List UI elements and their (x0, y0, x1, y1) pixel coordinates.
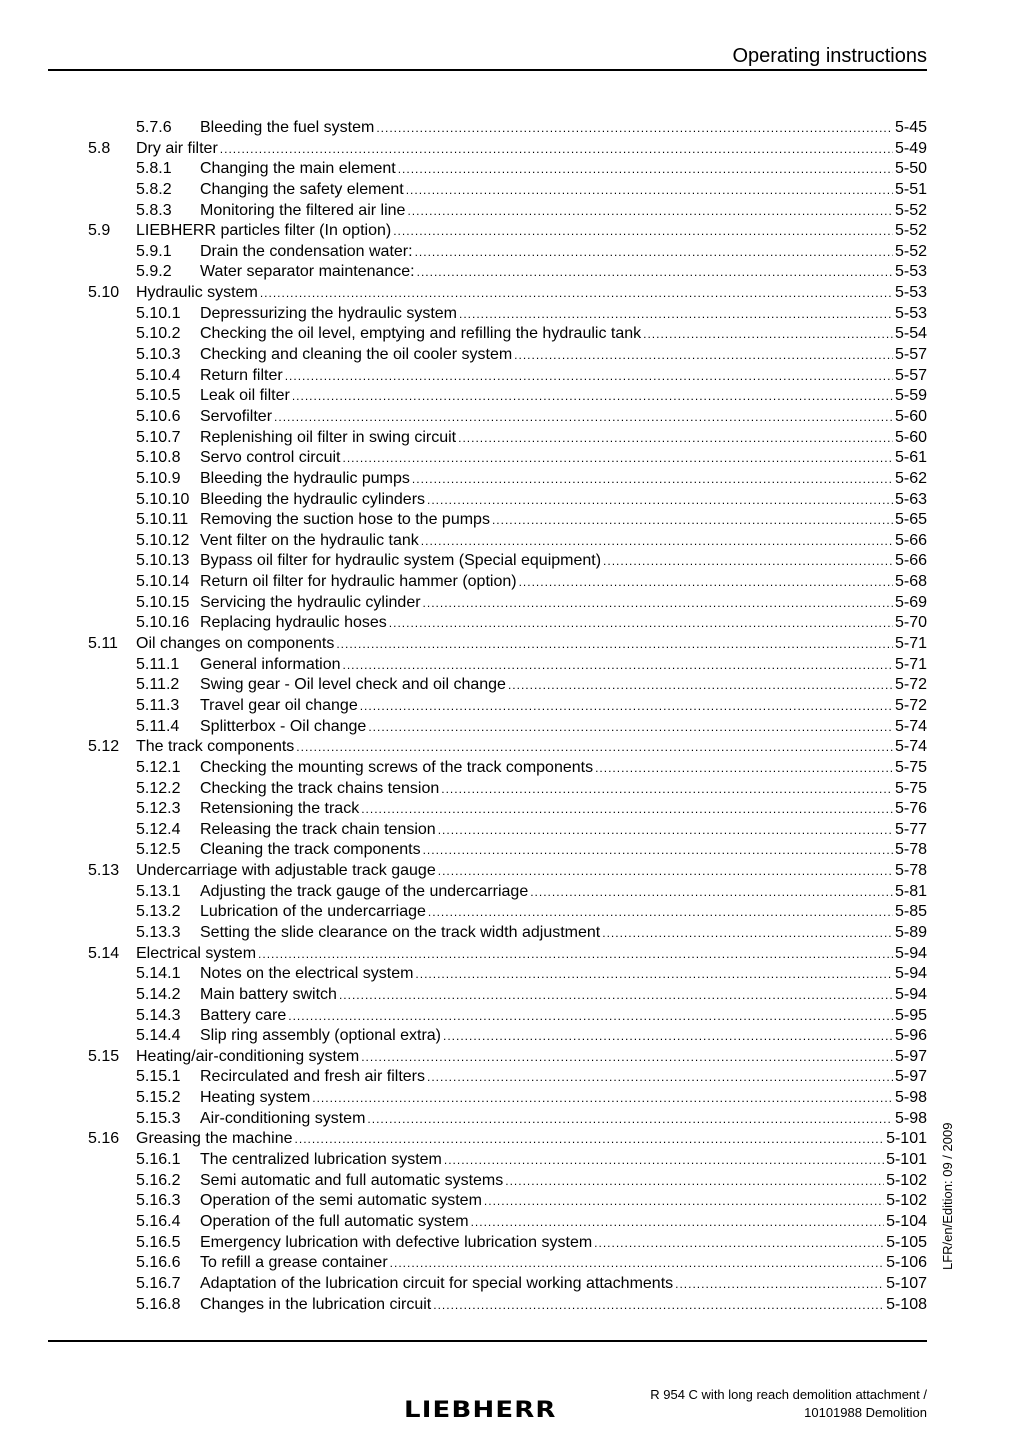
toc-title: Notes on the electrical system (200, 965, 414, 983)
toc-subentry[interactable] (88, 1191, 927, 1212)
toc-page-number: 5-96 (894, 1027, 927, 1045)
toc-subentry[interactable] (88, 799, 927, 820)
toc-title: Changing the safety element (200, 180, 404, 198)
toc-leader-dots (428, 902, 893, 923)
toc-leader-dots (459, 304, 893, 325)
toc-subentry[interactable] (88, 655, 927, 676)
toc-leader-dots (603, 551, 893, 572)
toc-number: 5.14.2 (136, 985, 181, 1003)
toc-leader-dots (296, 737, 893, 758)
toc-page-number: 5-98 (894, 1109, 927, 1127)
toc-page-number: 5-94 (894, 985, 927, 1003)
toc-title: Hydraulic system (136, 284, 258, 302)
toc-title: Recirculated and fresh air filters (200, 1068, 425, 1086)
toc-page-number: 5-75 (894, 779, 927, 797)
toc-leader-dots (423, 593, 893, 614)
toc-leader-dots (361, 799, 893, 820)
toc-number: 5.8.2 (136, 180, 172, 198)
toc-title: Replacing hydraulic hoses (200, 614, 387, 632)
toc-number: 5.15.1 (136, 1068, 181, 1086)
toc-title: The track components (136, 738, 295, 756)
toc-subentry[interactable] (88, 840, 927, 861)
toc-leader-dots (343, 448, 893, 469)
toc-number: 5.11.3 (136, 696, 180, 714)
toc-number: 5.16.2 (136, 1171, 181, 1189)
toc-entry[interactable] (88, 634, 927, 655)
toc-leader-dots (288, 1006, 893, 1027)
toc-number: 5.10.10 (136, 490, 190, 508)
toc-number: 5.9 (88, 222, 111, 240)
toc-page-number: 5-60 (894, 407, 927, 425)
toc-page-number: 5-106 (886, 1254, 927, 1272)
toc-leader-dots (421, 531, 893, 552)
toc-page-number: 5-81 (894, 882, 927, 900)
toc-title: Water separator maintenance: (200, 263, 415, 281)
toc-leader-dots (438, 820, 893, 841)
toc-number: 5.12.4 (136, 820, 181, 838)
toc-title: Adaptation of the lubrication circuit for special working attachments (200, 1274, 674, 1292)
toc-page-number: 5-45 (894, 119, 927, 136)
toc-leader-dots (376, 118, 893, 139)
toc-page-number: 5-101 (886, 1151, 927, 1169)
toc-subentry[interactable] (88, 180, 927, 201)
toc-number: 5.11.1 (136, 655, 180, 673)
toc-title: Depressurizing the hydraulic system (200, 304, 457, 322)
toc-page-number: 5-72 (894, 676, 927, 694)
toc-title: Lubrication of the undercarriage (200, 903, 426, 921)
toc-number: 5.10.15 (136, 593, 190, 611)
toc-number: 5.10 (88, 284, 120, 302)
toc-leader-dots (343, 655, 893, 676)
toc-leader-dots (368, 717, 893, 738)
toc-subentry[interactable] (88, 118, 927, 139)
header-rule (48, 69, 927, 71)
toc-leader-dots (508, 675, 893, 696)
toc-subentry[interactable] (88, 717, 927, 738)
toc-number: 5.12.3 (136, 800, 181, 818)
toc-leader-dots (444, 1150, 884, 1171)
toc-leader-dots (423, 840, 893, 861)
toc-title: Checking the mounting screws of the track components (200, 758, 594, 776)
toc-subentry[interactable] (88, 923, 927, 944)
toc-number: 5.11 (88, 635, 118, 653)
toc-page-number: 5-52 (894, 222, 927, 240)
toc-page-number: 5-97 (894, 1047, 927, 1065)
toc-number: 5.10.13 (136, 552, 190, 570)
toc-number: 5.10.12 (136, 531, 190, 549)
toc-subentry[interactable] (88, 779, 927, 800)
toc-number: 5.8.3 (136, 201, 172, 219)
toc-subentry[interactable] (88, 324, 927, 345)
toc-page-number: 5-52 (894, 201, 927, 219)
toc-leader-dots (407, 201, 893, 222)
toc-title: Operation of the semi automatic system (200, 1192, 482, 1210)
toc-subentry[interactable] (88, 675, 927, 696)
toc-page-number: 5-104 (886, 1212, 927, 1230)
toc-title: Bleeding the fuel system (200, 119, 375, 136)
toc-page-number: 5-74 (894, 717, 927, 735)
toc-page-number: 5-59 (894, 387, 927, 405)
edition-label: LFR/en/Edition: 09 / 2009 (940, 1122, 955, 1270)
toc-title: Return oil filter for hydraulic hammer (option) (200, 573, 517, 591)
toc-subentry[interactable] (88, 201, 927, 222)
toc-number: 5.11.2 (136, 676, 180, 694)
toc-number: 5.12.2 (136, 779, 181, 797)
toc-title: To refill a grease container (200, 1254, 388, 1272)
toc-subentry[interactable] (88, 262, 927, 283)
toc-title: Semi automatic and full automatic systems (200, 1171, 504, 1189)
toc-page-number: 5-51 (894, 180, 927, 198)
toc-entry[interactable] (88, 737, 927, 758)
toc-title: General information (200, 655, 341, 673)
toc-leader-dots (530, 882, 893, 903)
toc-leader-dots (406, 180, 893, 201)
toc-leader-dots (360, 696, 893, 717)
toc-entry[interactable] (88, 944, 927, 965)
toc-subentry[interactable] (88, 551, 927, 572)
toc-number: 5.10.8 (136, 449, 181, 467)
toc-subentry[interactable] (88, 1026, 927, 1047)
toc-page-number: 5-108 (886, 1295, 927, 1313)
footer-line-2: 10101988 Demolition (804, 1405, 927, 1420)
toc-number: 5.12 (88, 738, 120, 756)
toc-number: 5.15.2 (136, 1089, 181, 1107)
toc-leader-dots (458, 428, 893, 449)
toc-leader-dots (274, 407, 893, 428)
toc-title: Checking and cleaning the oil cooler system (200, 346, 513, 364)
toc-title: Adjusting the track gauge of the undercarriage (200, 882, 529, 900)
toc-title: Swing gear - Oil level check and oil change (200, 676, 506, 694)
toc-leader-dots (594, 1233, 884, 1254)
toc-page-number: 5-66 (894, 531, 927, 549)
toc-title: Drain the condensation water: (200, 242, 413, 260)
toc-subentry[interactable] (88, 882, 927, 903)
toc-title: The centralized lubrication system (200, 1151, 442, 1169)
toc-subentry[interactable] (88, 593, 927, 614)
toc-leader-dots (292, 386, 893, 407)
toc-entry[interactable] (88, 861, 927, 882)
toc-page-number: 5-49 (894, 139, 927, 157)
footer-document-info (650, 1386, 927, 1422)
toc-page-number: 5-66 (894, 552, 927, 570)
toc-number: 5.10.3 (136, 346, 181, 364)
toc-page-number: 5-85 (894, 903, 927, 921)
toc-leader-dots (285, 366, 893, 387)
page-header-title: Operating instructions (732, 45, 927, 67)
toc-subentry[interactable] (88, 366, 927, 387)
toc-title: Checking the track chains tension (200, 779, 440, 797)
toc-number: 5.11.4 (136, 717, 180, 735)
toc-title: Dry air filter (136, 139, 218, 157)
toc-subentry[interactable] (88, 820, 927, 841)
toc-page-number: 5-75 (894, 758, 927, 776)
toc-number: 5.13.2 (136, 903, 181, 921)
toc-page-number: 5-52 (894, 242, 927, 260)
toc-title: Slip ring assembly (optional extra) (200, 1027, 441, 1045)
toc-leader-dots (339, 985, 893, 1006)
toc-number: 5.14 (88, 944, 120, 962)
toc-title: Greasing the machine (136, 1130, 293, 1148)
toc-leader-dots (441, 779, 893, 800)
toc-subentry[interactable] (88, 613, 927, 634)
toc-title: Splitterbox - Oil change (200, 717, 367, 735)
toc-title: LIEBHERR particles filter (In option) (136, 222, 392, 240)
table-of-contents (88, 118, 927, 1315)
toc-number: 5.10.16 (136, 614, 190, 632)
toc-subentry[interactable] (88, 531, 927, 552)
toc-title: Electrical system (136, 944, 257, 962)
toc-page-number: 5-57 (894, 346, 927, 364)
toc-page-number: 5-53 (894, 284, 927, 302)
toc-page-number: 5-102 (886, 1171, 927, 1189)
toc-page-number: 5-62 (894, 469, 927, 487)
toc-number: 5.16.3 (136, 1192, 181, 1210)
toc-title: Bleeding the hydraulic cylinders (200, 490, 426, 508)
liebherr-logo: LIEBHERR (404, 1398, 557, 1423)
toc-leader-dots (427, 490, 893, 511)
toc-leader-dots (471, 1212, 885, 1233)
toc-leader-dots (675, 1274, 884, 1295)
toc-page-number: 5-95 (894, 1006, 927, 1024)
toc-entry[interactable] (88, 221, 927, 242)
toc-title: Servofilter (200, 407, 273, 425)
toc-subentry[interactable] (88, 1253, 927, 1274)
toc-page-number: 5-94 (894, 944, 927, 962)
toc-title: Servo control circuit (200, 449, 341, 467)
toc-subentry[interactable] (88, 572, 927, 593)
toc-number: 5.10.14 (136, 573, 190, 591)
toc-leader-dots (312, 1088, 893, 1109)
toc-number: 5.16.6 (136, 1254, 181, 1272)
toc-number: 5.10.11 (136, 511, 189, 529)
toc-number: 5.15 (88, 1047, 120, 1065)
toc-number: 5.12.5 (136, 841, 181, 859)
toc-page-number: 5-60 (894, 428, 927, 446)
toc-number: 5.14.1 (136, 965, 181, 983)
toc-page-number: 5-102 (886, 1192, 927, 1210)
toc-subentry[interactable] (88, 159, 927, 180)
toc-subentry[interactable] (88, 758, 927, 779)
toc-number: 5.15.3 (136, 1109, 181, 1127)
toc-number: 5.14.3 (136, 1006, 181, 1024)
toc-title: Oil changes on components (136, 635, 335, 653)
toc-number: 5.8 (88, 139, 111, 157)
toc-title: Changing the main element (200, 160, 396, 178)
toc-leader-dots (336, 634, 893, 655)
toc-page-number: 5-77 (894, 820, 927, 838)
toc-page-number: 5-76 (894, 800, 927, 818)
toc-subentry[interactable] (88, 1150, 927, 1171)
toc-page-number: 5-50 (894, 160, 927, 178)
toc-number: 5.13 (88, 862, 120, 880)
toc-leader-dots (643, 324, 893, 345)
toc-entry[interactable] (88, 139, 927, 160)
toc-subentry[interactable] (88, 1067, 927, 1088)
toc-title: Servicing the hydraulic cylinder (200, 593, 421, 611)
toc-leader-dots (260, 283, 893, 304)
toc-page-number: 5-101 (886, 1130, 927, 1148)
toc-leader-dots (389, 613, 893, 634)
toc-leader-dots (519, 572, 893, 593)
toc-subentry[interactable] (88, 242, 927, 263)
toc-subentry[interactable] (88, 985, 927, 1006)
toc-entry[interactable] (88, 1047, 927, 1068)
toc-page-number: 5-98 (894, 1089, 927, 1107)
toc-subentry[interactable] (88, 1233, 927, 1254)
toc-title: Operation of the full automatic system (200, 1212, 469, 1230)
toc-leader-dots (427, 1067, 893, 1088)
toc-entry[interactable] (88, 1129, 927, 1150)
toc-title: Heating system (200, 1089, 311, 1107)
toc-number: 5.14.4 (136, 1027, 181, 1045)
toc-leader-dots (361, 1047, 893, 1068)
toc-leader-dots (258, 944, 893, 965)
toc-leader-dots (595, 758, 893, 779)
toc-title: Travel gear oil change (200, 696, 358, 714)
toc-leader-dots (514, 345, 893, 366)
toc-page-number: 5-54 (894, 325, 927, 343)
footer-rule (48, 1340, 927, 1342)
toc-page-number: 5-63 (894, 490, 927, 508)
toc-subentry[interactable] (88, 469, 927, 490)
toc-subentry[interactable] (88, 428, 927, 449)
toc-title: Bleeding the hydraulic pumps (200, 469, 410, 487)
toc-leader-dots (415, 964, 893, 985)
toc-title: Emergency lubrication with defective lubrication system (200, 1233, 593, 1251)
toc-leader-dots (390, 1253, 884, 1274)
toc-number: 5.16.7 (136, 1274, 181, 1292)
toc-number: 5.10.4 (136, 366, 181, 384)
toc-leader-dots (398, 159, 893, 180)
toc-title: Monitoring the filtered air line (200, 201, 406, 219)
toc-page-number: 5-71 (894, 635, 927, 653)
toc-subentry[interactable] (88, 1088, 927, 1109)
toc-title: Main battery switch (200, 985, 337, 1003)
toc-subentry[interactable] (88, 386, 927, 407)
toc-title: Removing the suction hose to the pumps (200, 511, 490, 529)
toc-subentry[interactable] (88, 510, 927, 531)
toc-page-number: 5-65 (894, 511, 927, 529)
toc-title: Air-conditioning system (200, 1109, 366, 1127)
toc-leader-dots (393, 221, 893, 242)
toc-page-number: 5-78 (894, 841, 927, 859)
toc-leader-dots (433, 1295, 884, 1316)
toc-leader-dots (484, 1191, 884, 1212)
toc-title: Retensioning the track (200, 800, 360, 818)
toc-page-number: 5-105 (886, 1233, 927, 1251)
toc-subentry[interactable] (88, 1006, 927, 1027)
toc-subentry[interactable] (88, 448, 927, 469)
toc-number: 5.13.3 (136, 923, 181, 941)
toc-number: 5.16 (88, 1130, 120, 1148)
toc-number: 5.12.1 (136, 758, 181, 776)
toc-page-number: 5-61 (894, 449, 927, 467)
toc-subentry[interactable] (88, 490, 927, 511)
toc-subentry[interactable] (88, 1295, 927, 1316)
toc-page-number: 5-94 (894, 965, 927, 983)
toc-subentry[interactable] (88, 964, 927, 985)
toc-page-number: 5-53 (894, 304, 927, 322)
toc-title: Return filter (200, 366, 283, 384)
toc-number: 5.10.1 (136, 304, 181, 322)
toc-entry[interactable] (88, 283, 927, 304)
toc-leader-dots (415, 242, 893, 263)
toc-number: 5.10.7 (136, 428, 181, 446)
toc-leader-dots (220, 139, 893, 160)
toc-subentry[interactable] (88, 1212, 927, 1233)
toc-subentry[interactable] (88, 1274, 927, 1295)
toc-number: 5.16.5 (136, 1233, 181, 1251)
toc-leader-dots (412, 469, 893, 490)
toc-subentry[interactable] (88, 345, 927, 366)
toc-leader-dots (295, 1129, 885, 1150)
toc-title: Vent filter on the hydraulic tank (200, 531, 419, 549)
toc-number: 5.10.5 (136, 387, 181, 405)
toc-subentry[interactable] (88, 407, 927, 428)
toc-title: Battery care (200, 1006, 287, 1024)
toc-page-number: 5-72 (894, 696, 927, 714)
toc-subentry[interactable] (88, 1171, 927, 1192)
toc-title: Changes in the lubrication circuit (200, 1295, 432, 1313)
toc-title: Cleaning the track components (200, 841, 421, 859)
toc-page-number: 5-68 (894, 573, 927, 591)
toc-title: Leak oil filter (200, 387, 290, 405)
toc-number: 5.16.1 (136, 1151, 181, 1169)
toc-page-number: 5-71 (894, 655, 927, 673)
toc-leader-dots (438, 861, 893, 882)
toc-title: Undercarriage with adjustable track gauge (136, 862, 436, 880)
toc-leader-dots (602, 923, 893, 944)
toc-number: 5.10.9 (136, 469, 181, 487)
toc-subentry[interactable] (88, 902, 927, 923)
toc-page-number: 5-74 (894, 738, 927, 756)
toc-page-number: 5-97 (894, 1068, 927, 1086)
toc-number: 5.9.2 (136, 263, 172, 281)
toc-page-number: 5-89 (894, 923, 927, 941)
toc-number: 5.16.4 (136, 1212, 181, 1230)
toc-title: Setting the slide clearance on the track width adjustment (200, 923, 601, 941)
toc-number: 5.8.1 (136, 160, 172, 178)
toc-number: 5.10.2 (136, 325, 181, 343)
toc-page-number: 5-107 (886, 1274, 927, 1292)
toc-number: 5.10.6 (136, 407, 181, 425)
toc-number: 5.7.6 (136, 119, 172, 136)
toc-title: Heating/air-conditioning system (136, 1047, 360, 1065)
toc-leader-dots (417, 262, 893, 283)
toc-subentry[interactable] (88, 696, 927, 717)
toc-title: Checking the oil level, emptying and refilling the hydraulic tank (200, 325, 642, 343)
toc-number: 5.9.1 (136, 242, 172, 260)
toc-page-number: 5-53 (894, 263, 927, 281)
toc-subentry[interactable] (88, 304, 927, 325)
toc-leader-dots (443, 1026, 893, 1047)
toc-title: Bypass oil filter for hydraulic system (Special equipment) (200, 552, 602, 570)
toc-leader-dots (367, 1109, 893, 1130)
toc-number: 5.16.8 (136, 1295, 181, 1313)
toc-subentry[interactable] (88, 1109, 927, 1130)
toc-leader-dots (505, 1171, 884, 1192)
toc-page-number: 5-57 (894, 366, 927, 384)
toc-page-number: 5-69 (894, 593, 927, 611)
toc-leader-dots (492, 510, 893, 531)
toc-title: Replenishing oil filter in swing circuit (200, 428, 457, 446)
toc-number: 5.13.1 (136, 882, 181, 900)
toc-page-number: 5-78 (894, 862, 927, 880)
toc-title: Releasing the track chain tension (200, 820, 436, 838)
toc-page-number: 5-70 (894, 614, 927, 632)
footer-line-1: R 954 C with long reach demolition attachment / (650, 1387, 927, 1402)
